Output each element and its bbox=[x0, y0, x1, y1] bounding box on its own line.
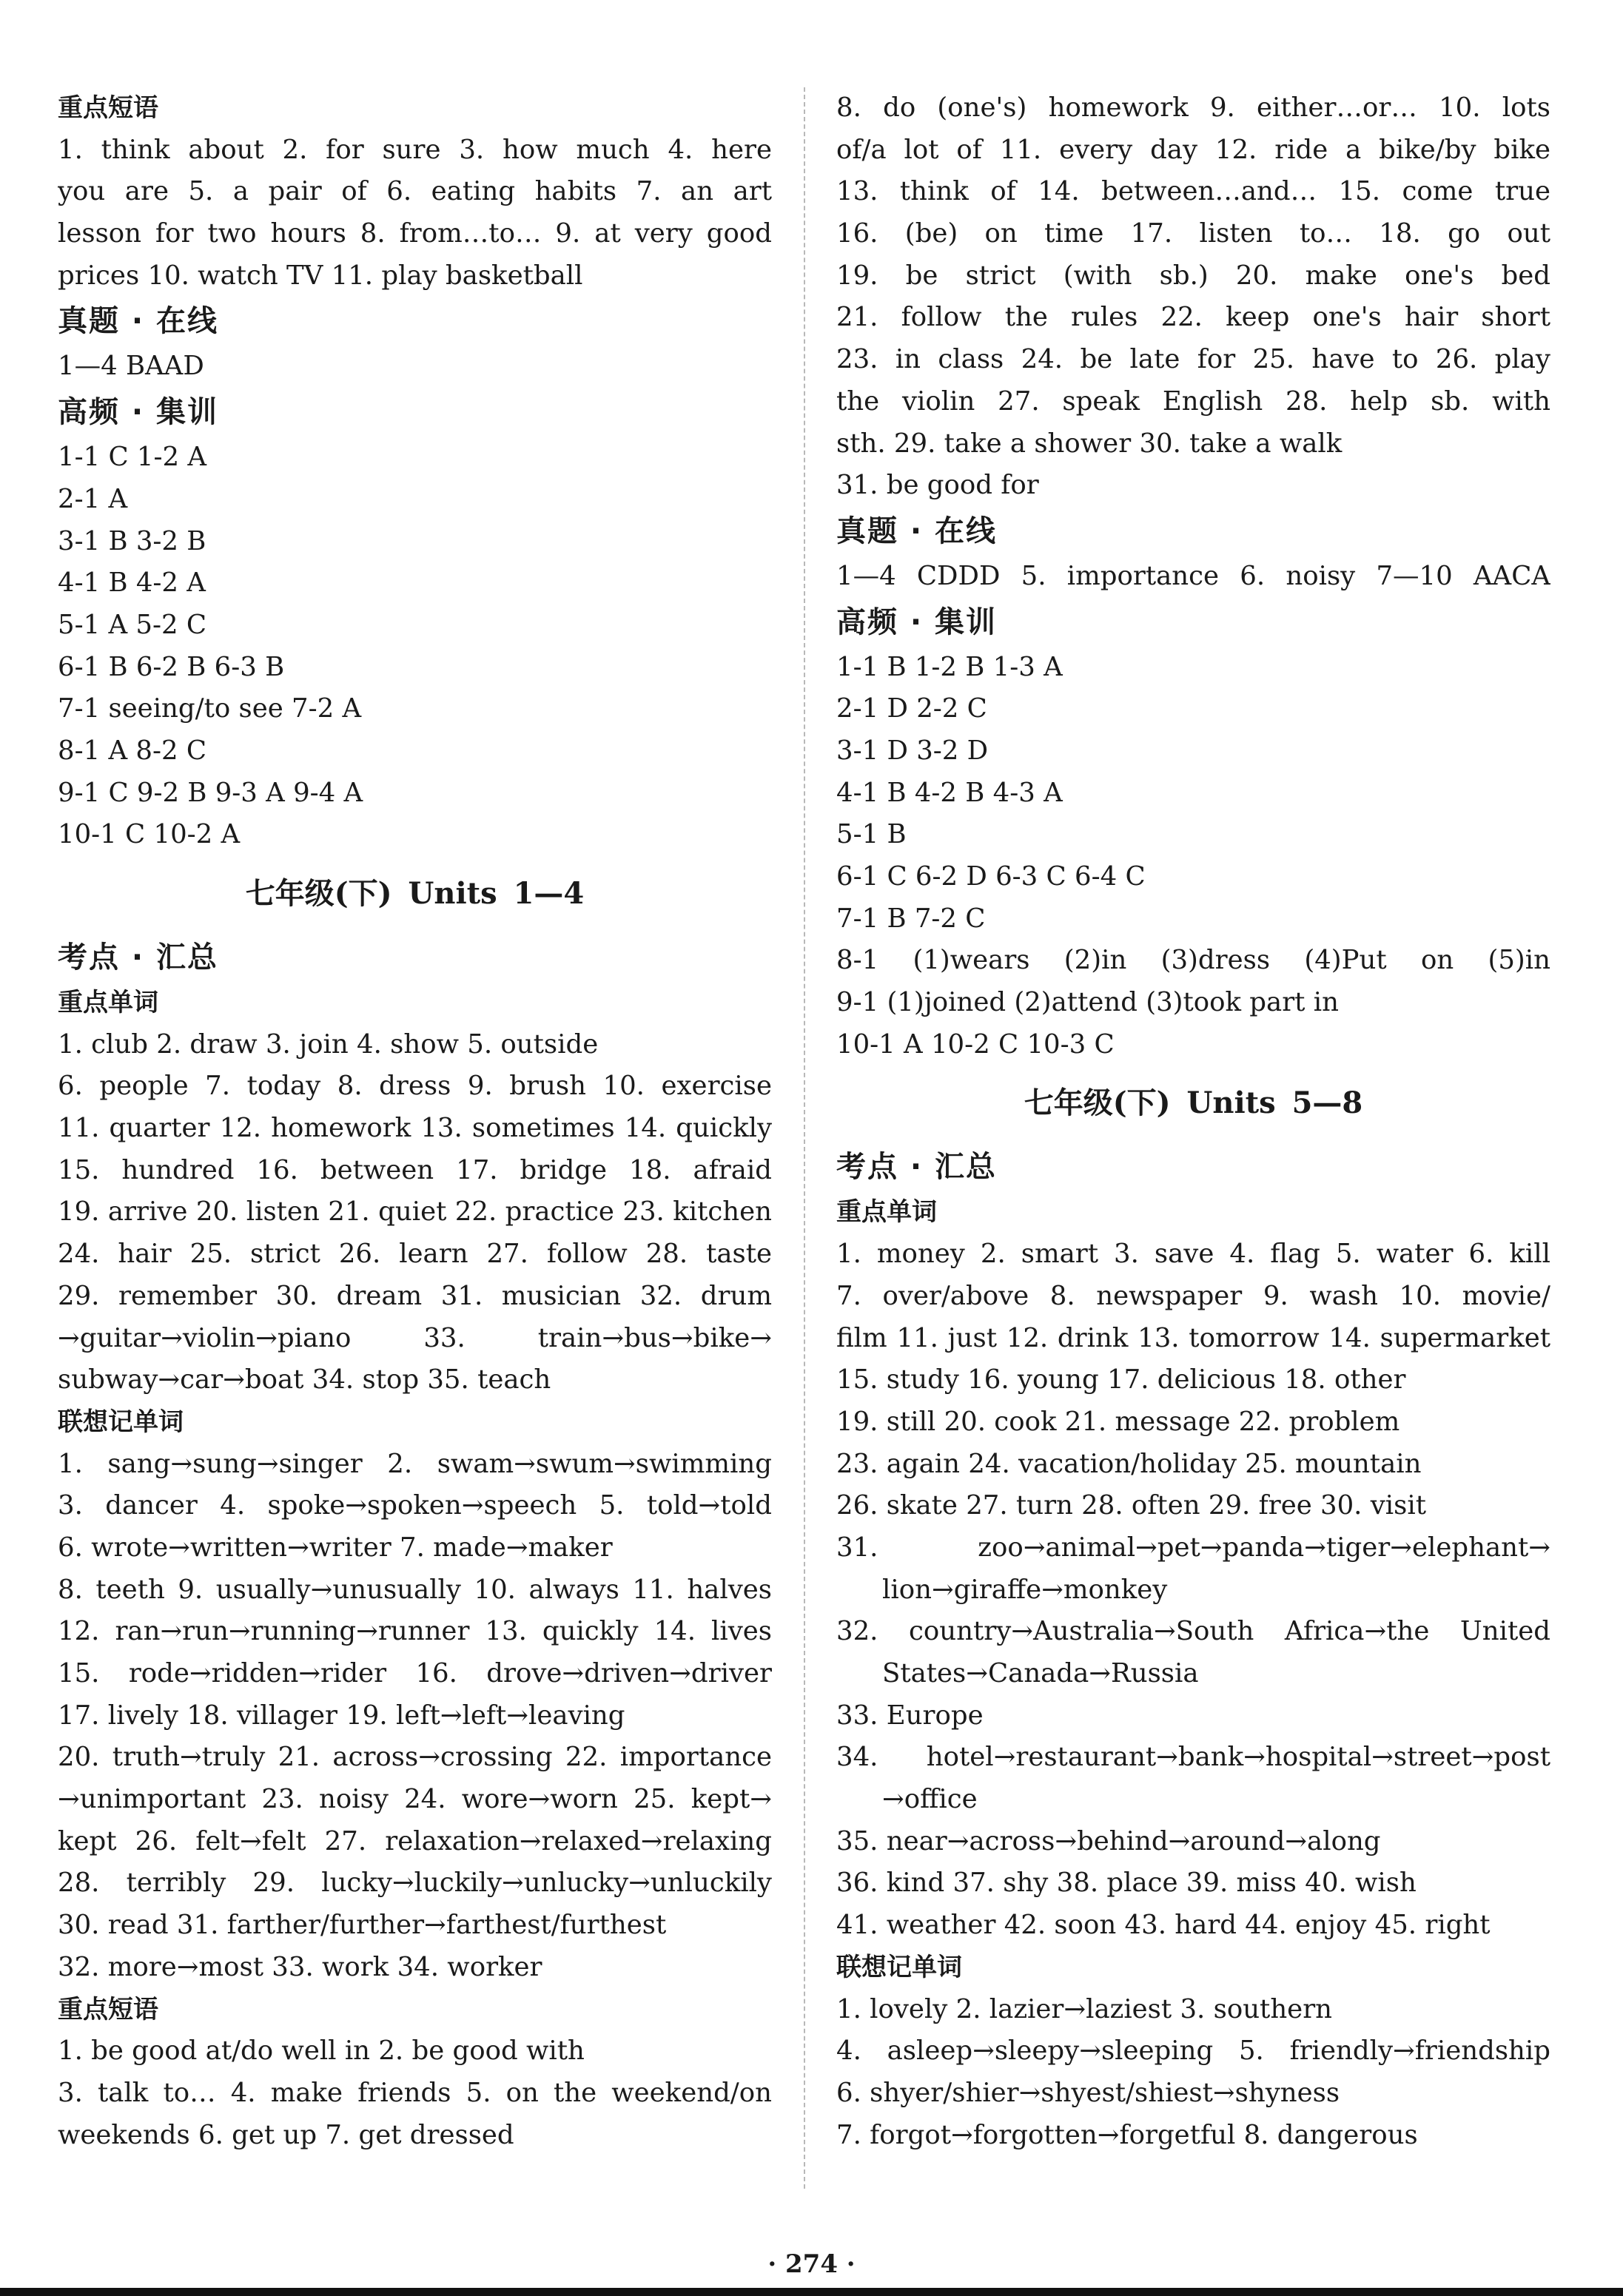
text-line: 1. money 2. smart 3. save 4. flag 5. water 6. kill bbox=[836, 1239, 1550, 1270]
page-number: · 274 · bbox=[767, 2249, 856, 2279]
text-line: film 11. just 12. drink 13. tomorrow 14. supermarket bbox=[836, 1322, 1550, 1353]
text-line: 1-1 C 1-2 A bbox=[58, 442, 206, 473]
text-line: 30. read 31. farther/further→farthest/furthest bbox=[58, 1910, 667, 1941]
unit-title: 七年级(下) Units 5—8 bbox=[1024, 1085, 1363, 1121]
text-line: 7. forgot→forgotten→forgetful 8. dangerous bbox=[836, 2119, 1418, 2150]
text-line: 16. (be) on time 17. listen to… 18. go out bbox=[836, 218, 1550, 249]
section-heading: 考点 · 汇总 bbox=[58, 940, 219, 974]
text-line: 8. teeth 9. usually→unusually 10. always 11. halves bbox=[58, 1574, 772, 1605]
text-line: 3-1 D 3-2 D bbox=[836, 735, 989, 766]
text-line: 7. over/above 8. newspaper 9. wash 10. movie/ bbox=[836, 1280, 1550, 1311]
text-line: 6. wrote→written→writer 7. made→maker bbox=[58, 1532, 613, 1563]
text-line: →office bbox=[882, 1784, 978, 1815]
text-line: 15. rode→ridden→rider 16. drove→driven→driver bbox=[58, 1658, 772, 1689]
right-column bbox=[836, 87, 1550, 2156]
text-line: 41. weather 42. soon 43. hard 44. enjoy 45. right bbox=[836, 1910, 1491, 1941]
text-line: 21. follow the rules 22. keep one's hair short bbox=[836, 302, 1550, 333]
bottom-rule bbox=[0, 2288, 1623, 2296]
text-line: you are 5. a pair of 6. eating habits 7. an art bbox=[58, 176, 772, 207]
section-heading: 真题 · 在线 bbox=[58, 304, 219, 339]
text-line: 5-1 B bbox=[836, 819, 907, 850]
text-line: 31. zoo→animal→pet→panda→tiger→elephant→ bbox=[836, 1532, 1550, 1563]
text-line: 6-1 B 6-2 B 6-3 B bbox=[58, 651, 285, 682]
text-line: 4-1 B 4-2 B 4-3 A bbox=[836, 777, 1063, 808]
text-line: 1. be good at/do well in 2. be good with bbox=[58, 2036, 585, 2067]
text-line: 19. arrive 20. listen 21. quiet 22. practice 23. kitchen bbox=[58, 1196, 772, 1228]
text-line: 20. truth→truly 21. across→crossing 22. importance bbox=[58, 1742, 772, 1773]
text-line: 28. terribly 29. lucky→luckily→unlucky→unluckily bbox=[58, 1868, 772, 1899]
subsection-heading: 联想记单词 bbox=[836, 1952, 962, 1982]
subsection-heading: 重点短语 bbox=[58, 1994, 158, 2024]
text-line: 4. asleep→sleepy→sleeping 5. friendly→friendship bbox=[836, 2036, 1550, 2067]
left-column bbox=[58, 87, 772, 2156]
text-line: 11. quarter 12. homework 13. sometimes 14. quickly bbox=[58, 1113, 772, 1144]
text-line: of/a lot of 11. every day 12. ride a bike/by bike bbox=[836, 134, 1550, 165]
section-heading: 高频 · 集训 bbox=[58, 395, 219, 430]
column-divider bbox=[804, 87, 805, 2189]
unit-title: 七年级(下) Units 1—4 bbox=[245, 876, 585, 911]
text-line: 31. be good for bbox=[836, 470, 1039, 501]
text-line: 15. hundred 16. between 17. bridge 18. afraid bbox=[58, 1154, 772, 1185]
text-line: 1. sang→sung→singer 2. swam→swum→swimming bbox=[58, 1448, 772, 1479]
text-line: prices 10. watch TV 11. play basketball bbox=[58, 260, 583, 291]
section-heading: 高频 · 集训 bbox=[836, 605, 998, 639]
text-line: 12. ran→run→running→runner 13. quickly 14. lives bbox=[58, 1616, 772, 1647]
text-line: 3-1 B 3-2 B bbox=[58, 525, 206, 556]
text-line: lion→giraffe→monkey bbox=[882, 1574, 1168, 1605]
text-line: 1—4 BAAD bbox=[58, 351, 204, 382]
text-line: 9-1 C 9-2 B 9-3 A 9-4 A bbox=[58, 777, 363, 808]
text-line: 17. lively 18. villager 19. left→left→leaving bbox=[58, 1700, 625, 1731]
text-line: 19. still 20. cook 21. message 22. problem bbox=[836, 1406, 1400, 1437]
text-line: 7-1 B 7-2 C bbox=[836, 903, 986, 934]
text-line: 10-1 C 10-2 A bbox=[58, 819, 241, 850]
text-line: 29. remember 30. dream 31. musician 32. drum bbox=[58, 1280, 772, 1311]
text-line: 1. club 2. draw 3. join 4. show 5. outside bbox=[58, 1029, 599, 1060]
text-line: 24. hair 25. strict 26. learn 27. follow 28. taste bbox=[58, 1239, 772, 1270]
subsection-heading: 重点单词 bbox=[58, 988, 158, 1017]
subsection-heading: 联想记单词 bbox=[58, 1407, 184, 1437]
text-line: 2-1 D 2-2 C bbox=[836, 693, 987, 724]
text-line: 6. people 7. today 8. dress 9. brush 10. exercise bbox=[58, 1071, 772, 1102]
text-line: 1. lovely 2. lazier→laziest 3. southern bbox=[836, 1993, 1333, 2024]
text-line: 7-1 seeing/to see 7-2 A bbox=[58, 693, 362, 724]
text-line: 5-1 A 5-2 C bbox=[58, 609, 206, 640]
text-line: 32. more→most 33. work 34. worker bbox=[58, 1951, 542, 1982]
text-line: 8-1 (1)wears (2)in (3)dress (4)Put on (5)in bbox=[836, 945, 1550, 976]
section-heading: 真题 · 在线 bbox=[836, 514, 998, 548]
text-line: 23. in class 24. be late for 25. have to 26. play bbox=[836, 344, 1550, 375]
subsection-heading: 重点单词 bbox=[836, 1197, 937, 1228]
text-line: 8. do (one's) homework 9. either…or… 10. lots bbox=[836, 92, 1550, 123]
text-line: 36. kind 37. shy 38. place 39. miss 40. wish bbox=[836, 1868, 1417, 1899]
text-line: 1—4 CDDD 5. importance 6. noisy 7—10 AACA bbox=[836, 560, 1550, 591]
text-line: the violin 27. speak English 28. help sb. with bbox=[836, 386, 1550, 417]
text-line: 8-1 A 8-2 C bbox=[58, 735, 206, 766]
text-line: →guitar→violin→piano 33. train→bus→bike→ bbox=[58, 1322, 772, 1353]
section-heading: 考点 · 汇总 bbox=[836, 1150, 998, 1185]
text-line: lesson for two hours 8. from…to… 9. at very good bbox=[58, 218, 772, 249]
text-line: 32. country→Australia→South Africa→the United bbox=[836, 1616, 1550, 1647]
text-line: 6-1 C 6-2 D 6-3 C 6-4 C bbox=[836, 861, 1146, 892]
text-line: 9-1 (1)joined (2)attend (3)took part in bbox=[836, 987, 1339, 1018]
subsection-heading: 重点短语 bbox=[58, 93, 158, 123]
text-line: weekends 6. get up 7. get dressed bbox=[58, 2119, 514, 2150]
text-line: States→Canada→Russia bbox=[882, 1658, 1199, 1689]
text-line: 15. study 16. young 17. delicious 18. other bbox=[836, 1364, 1406, 1396]
text-line: 3. talk to… 4. make friends 5. on the weekend/on bbox=[58, 2077, 772, 2108]
text-line: 2-1 A bbox=[58, 483, 128, 514]
text-line: 10-1 A 10-2 C 10-3 C bbox=[836, 1029, 1115, 1060]
text-line: 1. think about 2. for sure 3. how much 4. here bbox=[58, 134, 772, 165]
text-line: 35. near→across→behind→around→along bbox=[836, 1825, 1381, 1856]
text-line: 3. dancer 4. spoke→spoken→speech 5. told→told bbox=[58, 1490, 772, 1521]
text-line: →unimportant 23. noisy 24. wore→worn 25. kept→ bbox=[58, 1784, 772, 1815]
text-line: 4-1 B 4-2 A bbox=[58, 568, 206, 599]
text-line: 1-1 B 1-2 B 1-3 A bbox=[836, 651, 1063, 682]
text-line: 6. shyer/shier→shyest/shiest→shyness bbox=[836, 2077, 1340, 2108]
text-line: 13. think of 14. between…and… 15. come true bbox=[836, 176, 1550, 207]
text-line: 19. be strict (with sb.) 20. make one's bed bbox=[836, 260, 1550, 291]
text-line: 33. Europe bbox=[836, 1700, 984, 1731]
text-line: kept 26. felt→felt 27. relaxation→relaxed→relaxing bbox=[58, 1825, 772, 1856]
text-line: subway→car→boat 34. stop 35. teach bbox=[58, 1364, 551, 1396]
text-line: 34. hotel→restaurant→bank→hospital→street→post bbox=[836, 1742, 1550, 1773]
text-line: 23. again 24. vacation/holiday 25. mountain bbox=[836, 1448, 1422, 1479]
text-line: 26. skate 27. turn 28. often 29. free 30. visit bbox=[836, 1490, 1426, 1521]
text-line: sth. 29. take a shower 30. take a walk bbox=[836, 428, 1343, 459]
